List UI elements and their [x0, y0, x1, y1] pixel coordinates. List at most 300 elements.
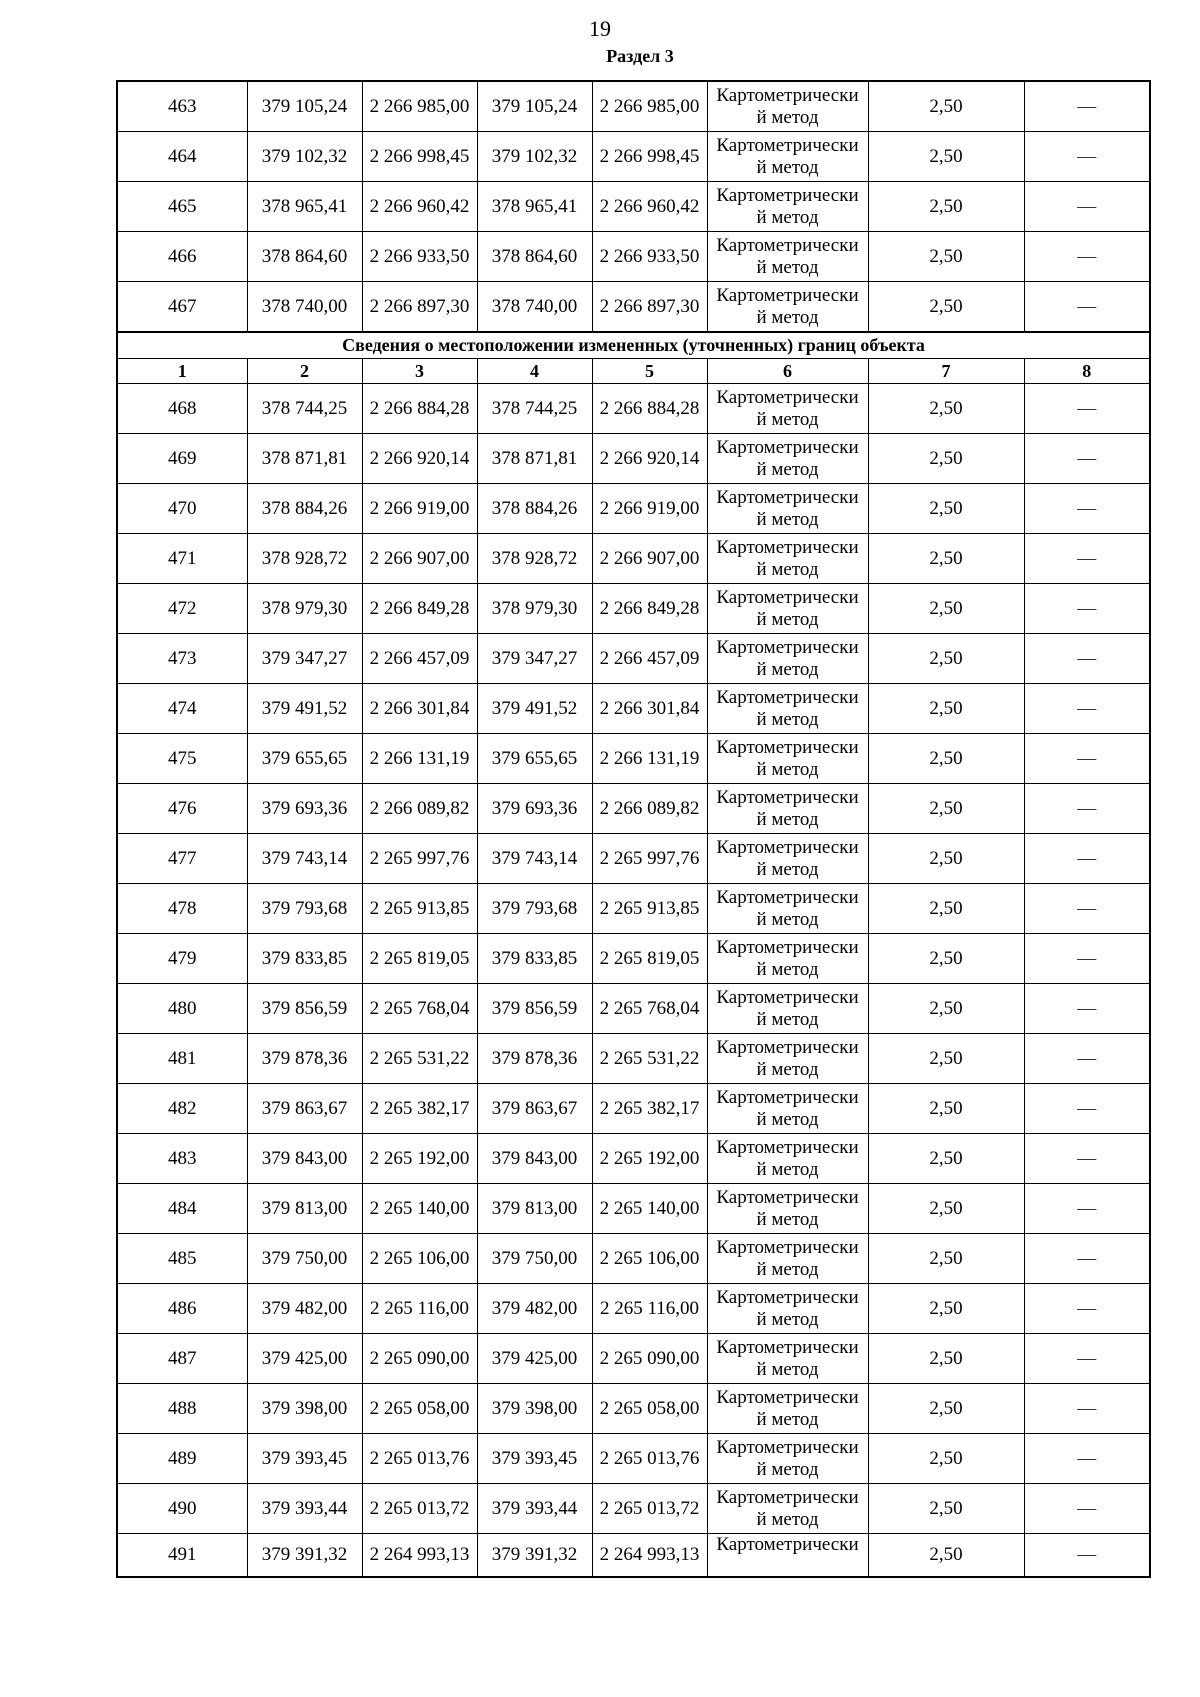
x-existing-cell: 379 391,32 [247, 1534, 362, 1578]
method-text: Картометрически [716, 1386, 859, 1408]
accuracy-cell: 2,50 [868, 434, 1024, 484]
point-number-cell: 468 [117, 384, 247, 434]
method-text: Картометрически [716, 386, 859, 408]
method-cell [707, 1034, 868, 1084]
x-updated-cell: 379 425,00 [477, 1334, 592, 1384]
y-existing-cell: 2 266 089,82 [362, 784, 477, 834]
method-text: й метод [756, 1408, 819, 1430]
y-existing-cell: 2 264 993,13 [362, 1534, 477, 1578]
x-updated-cell: 379 482,00 [477, 1284, 592, 1334]
point-number-cell: 475 [117, 734, 247, 784]
point-number-cell: 482 [117, 1084, 247, 1134]
y-updated-cell: 2 265 013,72 [592, 1484, 707, 1534]
x-updated-cell: 379 393,45 [477, 1434, 592, 1484]
x-existing-cell: 379 693,36 [247, 784, 362, 834]
y-updated-cell: 2 266 907,00 [592, 534, 707, 584]
x-existing-cell: 379 833,85 [247, 934, 362, 984]
section-heading-row [117, 332, 1150, 359]
method-cell [707, 434, 868, 484]
x-updated-cell: 379 863,67 [477, 1084, 592, 1134]
y-updated-cell: 2 266 998,45 [592, 132, 707, 182]
accuracy-cell: 2,50 [868, 1434, 1024, 1484]
table-row [117, 1334, 1150, 1384]
y-updated-cell: 2 265 140,00 [592, 1184, 707, 1234]
y-existing-cell: 2 266 985,00 [362, 81, 477, 132]
method-text: Картометрически [716, 636, 859, 658]
method-text: Картометрически [716, 1336, 859, 1358]
accuracy-cell: 2,50 [868, 81, 1024, 132]
note-cell: — [1024, 384, 1150, 434]
x-updated-cell: 379 878,36 [477, 1034, 592, 1084]
method-text: й метод [756, 808, 819, 830]
y-existing-cell: 2 266 131,19 [362, 734, 477, 784]
x-existing-cell: 379 393,45 [247, 1434, 362, 1484]
method-text: й метод [756, 1108, 819, 1130]
accuracy-cell: 2,50 [868, 282, 1024, 333]
note-cell: — [1024, 984, 1150, 1034]
table-row [117, 232, 1150, 282]
y-existing-cell: 2 265 997,76 [362, 834, 477, 884]
accuracy-cell: 2,50 [868, 684, 1024, 734]
note-cell: — [1024, 734, 1150, 784]
y-existing-cell: 2 266 301,84 [362, 684, 477, 734]
x-updated-cell: 379 347,27 [477, 634, 592, 684]
x-existing-cell: 379 856,59 [247, 984, 362, 1034]
accuracy-cell: 2,50 [868, 1034, 1024, 1084]
accuracy-cell: 2,50 [868, 1084, 1024, 1134]
y-updated-cell: 2 266 089,82 [592, 784, 707, 834]
method-text: Картометрически [716, 1286, 859, 1308]
x-updated-cell: 379 491,52 [477, 684, 592, 734]
note-cell: — [1024, 182, 1150, 232]
method-cell [707, 282, 868, 333]
method-text: й метод [756, 658, 819, 680]
point-number-cell: 484 [117, 1184, 247, 1234]
method-text: Картометрически [716, 1136, 859, 1158]
point-number-cell: 465 [117, 182, 247, 232]
table-row [117, 1284, 1150, 1334]
y-existing-cell: 2 265 913,85 [362, 884, 477, 934]
accuracy-cell: 2,50 [868, 1384, 1024, 1434]
y-updated-cell: 2 266 920,14 [592, 434, 707, 484]
accuracy-cell: 2,50 [868, 1184, 1024, 1234]
note-cell: — [1024, 1084, 1150, 1134]
accuracy-cell: 2,50 [868, 934, 1024, 984]
y-existing-cell: 2 265 382,17 [362, 1084, 477, 1134]
point-number-cell: 477 [117, 834, 247, 884]
table-row [117, 1434, 1150, 1484]
y-existing-cell: 2 266 960,42 [362, 182, 477, 232]
method-text: Картометрически [716, 1036, 859, 1058]
point-number-cell: 474 [117, 684, 247, 734]
method-text: Картометрически [716, 1086, 859, 1108]
method-text: й метод [756, 908, 819, 930]
x-updated-cell: 379 813,00 [477, 1184, 592, 1234]
y-updated-cell: 2 265 058,00 [592, 1384, 707, 1434]
method-cell [707, 884, 868, 934]
note-cell: — [1024, 584, 1150, 634]
section-heading: Сведения о местоположении измененных (уточненных) границ объекта [117, 332, 1150, 359]
method-cell [707, 1484, 868, 1534]
y-updated-cell: 2 265 997,76 [592, 834, 707, 884]
table-row [117, 132, 1150, 182]
method-text: Картометрически [716, 1486, 859, 1508]
method-text: Картометрически [716, 1236, 859, 1258]
point-number-cell: 473 [117, 634, 247, 684]
method-cell [707, 634, 868, 684]
y-existing-cell: 2 265 013,76 [362, 1434, 477, 1484]
coordinates-table [116, 80, 1151, 1578]
x-existing-cell: 378 884,26 [247, 484, 362, 534]
method-text: Картометрически [716, 786, 859, 808]
x-updated-cell: 379 391,32 [477, 1534, 592, 1578]
note-cell: — [1024, 534, 1150, 584]
accuracy-cell: 2,50 [868, 534, 1024, 584]
x-existing-cell: 379 105,24 [247, 81, 362, 132]
method-text: й метод [756, 1258, 819, 1280]
x-existing-cell: 379 750,00 [247, 1234, 362, 1284]
method-text: й метод [756, 1058, 819, 1080]
point-number-cell: 479 [117, 934, 247, 984]
method-text: й метод [756, 408, 819, 430]
note-cell: — [1024, 1034, 1150, 1084]
x-existing-cell: 378 979,30 [247, 584, 362, 634]
y-existing-cell: 2 265 106,00 [362, 1234, 477, 1284]
method-text: Картометрически [716, 1186, 859, 1208]
table-row [117, 534, 1150, 584]
accuracy-cell: 2,50 [868, 132, 1024, 182]
y-updated-cell: 2 266 919,00 [592, 484, 707, 534]
table-row [117, 734, 1150, 784]
y-updated-cell: 2 265 913,85 [592, 884, 707, 934]
column-number: 3 [362, 359, 477, 384]
table-row [117, 1134, 1150, 1184]
method-cell [707, 81, 868, 132]
note-cell: — [1024, 1134, 1150, 1184]
point-number-cell: 489 [117, 1434, 247, 1484]
column-number: 2 [247, 359, 362, 384]
y-updated-cell: 2 266 960,42 [592, 182, 707, 232]
y-existing-cell: 2 266 933,50 [362, 232, 477, 282]
y-updated-cell: 2 266 457,09 [592, 634, 707, 684]
x-updated-cell: 379 393,44 [477, 1484, 592, 1534]
method-text: й метод [756, 1008, 819, 1030]
table-row [117, 834, 1150, 884]
x-existing-cell: 379 347,27 [247, 634, 362, 684]
note-cell: — [1024, 484, 1150, 534]
x-updated-cell: 379 833,85 [477, 934, 592, 984]
point-number-cell: 476 [117, 784, 247, 834]
point-number-cell: 485 [117, 1234, 247, 1284]
x-existing-cell: 378 965,41 [247, 182, 362, 232]
y-updated-cell: 2 266 131,19 [592, 734, 707, 784]
point-number-cell: 486 [117, 1284, 247, 1334]
method-text: й метод [756, 206, 819, 228]
accuracy-cell: 2,50 [868, 1534, 1024, 1578]
method-cell [707, 182, 868, 232]
x-updated-cell: 378 744,25 [477, 384, 592, 434]
y-updated-cell: 2 265 116,00 [592, 1284, 707, 1334]
method-text: Картометрически [716, 234, 859, 256]
point-number-cell: 471 [117, 534, 247, 584]
note-cell: — [1024, 282, 1150, 333]
note-cell: — [1024, 934, 1150, 984]
table-row [117, 634, 1150, 684]
method-text: Картометрически [716, 1534, 859, 1555]
point-number-cell: 464 [117, 132, 247, 182]
x-updated-cell: 379 693,36 [477, 784, 592, 834]
note-cell: — [1024, 684, 1150, 734]
method-text: й метод [756, 1208, 819, 1230]
y-existing-cell: 2 265 058,00 [362, 1384, 477, 1434]
method-text: й метод [756, 1508, 819, 1530]
table-row [117, 934, 1150, 984]
x-updated-cell: 379 105,24 [477, 81, 592, 132]
accuracy-cell: 2,50 [868, 634, 1024, 684]
y-existing-cell: 2 265 531,22 [362, 1034, 477, 1084]
note-cell: — [1024, 232, 1150, 282]
point-number-cell: 480 [117, 984, 247, 1034]
method-text: Картометрически [716, 184, 859, 206]
table-body-bottom [117, 384, 1150, 1578]
method-cell [707, 1384, 868, 1434]
note-cell: — [1024, 1234, 1150, 1284]
x-existing-cell: 379 793,68 [247, 884, 362, 934]
page-number: 19 [589, 16, 611, 41]
x-existing-cell: 379 878,36 [247, 1034, 362, 1084]
column-number-row [117, 359, 1150, 384]
point-number-cell: 466 [117, 232, 247, 282]
method-text: й метод [756, 958, 819, 980]
note-cell: — [1024, 1334, 1150, 1384]
method-text: Картометрически [716, 84, 859, 106]
method-text: й метод [756, 558, 819, 580]
accuracy-cell: 2,50 [868, 584, 1024, 634]
table-row [117, 282, 1150, 333]
x-updated-cell: 378 965,41 [477, 182, 592, 232]
table-row [117, 884, 1150, 934]
x-existing-cell: 378 864,60 [247, 232, 362, 282]
method-text: й метод [756, 708, 819, 730]
accuracy-cell: 2,50 [868, 232, 1024, 282]
accuracy-cell: 2,50 [868, 484, 1024, 534]
y-existing-cell: 2 266 920,14 [362, 434, 477, 484]
y-existing-cell: 2 266 897,30 [362, 282, 477, 333]
accuracy-cell: 2,50 [868, 1484, 1024, 1534]
table-row [117, 1234, 1150, 1284]
note-cell: — [1024, 1434, 1150, 1484]
point-number-cell: 491 [117, 1534, 247, 1578]
x-updated-cell: 378 928,72 [477, 534, 592, 584]
x-existing-cell: 379 482,00 [247, 1284, 362, 1334]
x-updated-cell: 379 843,00 [477, 1134, 592, 1184]
method-cell [707, 1534, 868, 1578]
y-updated-cell: 2 266 985,00 [592, 81, 707, 132]
note-cell: — [1024, 132, 1150, 182]
method-text: й метод [756, 1308, 819, 1330]
note-cell: — [1024, 634, 1150, 684]
method-text: Картометрически [716, 134, 859, 156]
y-existing-cell: 2 266 998,45 [362, 132, 477, 182]
y-existing-cell: 2 266 907,00 [362, 534, 477, 584]
column-number: 7 [868, 359, 1024, 384]
method-text: й метод [756, 1158, 819, 1180]
x-existing-cell: 379 863,67 [247, 1084, 362, 1134]
y-existing-cell: 2 266 884,28 [362, 384, 477, 434]
method-text: й метод [756, 1458, 819, 1480]
y-updated-cell: 2 266 897,30 [592, 282, 707, 333]
y-updated-cell: 2 265 382,17 [592, 1084, 707, 1134]
column-number: 5 [592, 359, 707, 384]
method-text: й метод [756, 306, 819, 328]
method-cell [707, 684, 868, 734]
table-section-header [117, 332, 1150, 384]
x-existing-cell: 379 425,00 [247, 1334, 362, 1384]
y-existing-cell: 2 265 116,00 [362, 1284, 477, 1334]
table-row [117, 1034, 1150, 1084]
x-existing-cell: 378 871,81 [247, 434, 362, 484]
y-existing-cell: 2 265 090,00 [362, 1334, 477, 1384]
method-cell [707, 934, 868, 984]
method-text: й метод [756, 858, 819, 880]
table-row [117, 1184, 1150, 1234]
x-existing-cell: 379 398,00 [247, 1384, 362, 1434]
method-text: й метод [756, 1358, 819, 1380]
method-cell [707, 384, 868, 434]
method-text: й метод [756, 156, 819, 178]
point-number-cell: 469 [117, 434, 247, 484]
accuracy-cell: 2,50 [868, 984, 1024, 1034]
table-row [117, 1534, 1150, 1578]
table-row [117, 384, 1150, 434]
table-row [117, 434, 1150, 484]
method-text: Картометрически [716, 1436, 859, 1458]
method-text: й метод [756, 508, 819, 530]
x-updated-cell: 379 398,00 [477, 1384, 592, 1434]
x-updated-cell: 379 743,14 [477, 834, 592, 884]
x-updated-cell: 379 856,59 [477, 984, 592, 1034]
point-number-cell: 472 [117, 584, 247, 634]
table-row [117, 1084, 1150, 1134]
note-cell: — [1024, 834, 1150, 884]
method-cell [707, 734, 868, 784]
y-updated-cell: 2 264 993,13 [592, 1534, 707, 1578]
method-text: Картометрически [716, 686, 859, 708]
method-cell [707, 1084, 868, 1134]
point-number-cell: 483 [117, 1134, 247, 1184]
point-number-cell: 481 [117, 1034, 247, 1084]
note-cell: — [1024, 1284, 1150, 1334]
method-cell [707, 132, 868, 182]
accuracy-cell: 2,50 [868, 182, 1024, 232]
y-existing-cell: 2 265 819,05 [362, 934, 477, 984]
method-text: Картометрически [716, 936, 859, 958]
x-updated-cell: 379 655,65 [477, 734, 592, 784]
table-row [117, 1484, 1150, 1534]
method-text: й метод [756, 758, 819, 780]
table-row [117, 684, 1150, 734]
x-existing-cell: 378 740,00 [247, 282, 362, 333]
point-number-cell: 467 [117, 282, 247, 333]
method-text: й метод [756, 106, 819, 128]
note-cell: — [1024, 434, 1150, 484]
method-cell [707, 1284, 868, 1334]
y-existing-cell: 2 265 013,72 [362, 1484, 477, 1534]
method-text: й метод [756, 608, 819, 630]
x-updated-cell: 379 750,00 [477, 1234, 592, 1284]
x-updated-cell: 379 793,68 [477, 884, 592, 934]
x-existing-cell: 379 743,14 [247, 834, 362, 884]
point-number-cell: 463 [117, 81, 247, 132]
y-existing-cell: 2 265 140,00 [362, 1184, 477, 1234]
column-number: 8 [1024, 359, 1150, 384]
note-cell: — [1024, 81, 1150, 132]
method-text: й метод [756, 256, 819, 278]
method-text: Картометрически [716, 586, 859, 608]
x-existing-cell: 379 393,44 [247, 1484, 362, 1534]
point-number-cell: 487 [117, 1334, 247, 1384]
y-updated-cell: 2 265 106,00 [592, 1234, 707, 1284]
x-existing-cell: 378 744,25 [247, 384, 362, 434]
x-existing-cell: 379 102,32 [247, 132, 362, 182]
method-cell [707, 834, 868, 884]
y-existing-cell: 2 265 768,04 [362, 984, 477, 1034]
x-updated-cell: 378 884,26 [477, 484, 592, 534]
method-text: Картометрически [716, 836, 859, 858]
x-existing-cell: 379 813,00 [247, 1184, 362, 1234]
method-cell [707, 1434, 868, 1484]
method-cell [707, 232, 868, 282]
point-number-cell: 488 [117, 1384, 247, 1434]
method-text: Картометрически [716, 486, 859, 508]
note-cell: — [1024, 1184, 1150, 1234]
method-cell [707, 984, 868, 1034]
x-updated-cell: 378 979,30 [477, 584, 592, 634]
method-cell [707, 1184, 868, 1234]
accuracy-cell: 2,50 [868, 834, 1024, 884]
method-text: Картометрически [716, 736, 859, 758]
note-cell: — [1024, 884, 1150, 934]
note-cell: — [1024, 1534, 1150, 1578]
column-number: 4 [477, 359, 592, 384]
method-cell [707, 1334, 868, 1384]
y-existing-cell: 2 266 919,00 [362, 484, 477, 534]
y-updated-cell: 2 265 768,04 [592, 984, 707, 1034]
accuracy-cell: 2,50 [868, 1284, 1024, 1334]
y-updated-cell: 2 266 849,28 [592, 584, 707, 634]
y-updated-cell: 2 266 884,28 [592, 384, 707, 434]
y-existing-cell: 2 266 849,28 [362, 584, 477, 634]
method-cell [707, 1134, 868, 1184]
y-updated-cell: 2 265 819,05 [592, 934, 707, 984]
table-row [117, 1384, 1150, 1434]
note-cell: — [1024, 1484, 1150, 1534]
method-cell [707, 534, 868, 584]
column-number: 1 [117, 359, 247, 384]
accuracy-cell: 2,50 [868, 384, 1024, 434]
x-updated-cell: 378 871,81 [477, 434, 592, 484]
method-text: Картометрически [716, 886, 859, 908]
x-updated-cell: 378 864,60 [477, 232, 592, 282]
note-cell: — [1024, 784, 1150, 834]
method-text: Картометрически [716, 436, 859, 458]
method-text: Картометрически [716, 284, 859, 306]
table-row [117, 81, 1150, 132]
table-body-top [117, 81, 1150, 332]
method-cell [707, 484, 868, 534]
accuracy-cell: 2,50 [868, 884, 1024, 934]
point-number-cell: 490 [117, 1484, 247, 1534]
